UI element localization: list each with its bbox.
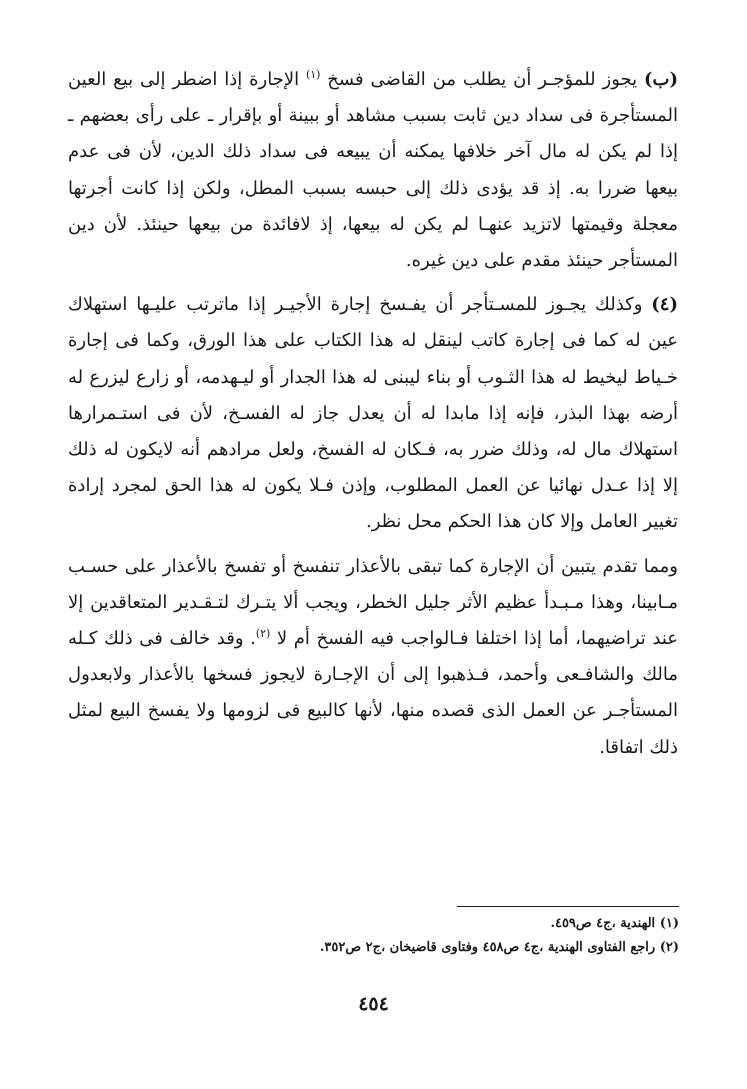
paragraph-marker: (٤) bbox=[651, 294, 678, 316]
footnote-item: (١) الهندية ،ج٤ ص٤٥٩. bbox=[550, 916, 679, 931]
footnotes bbox=[79, 912, 679, 960]
paragraph-text: يجوز للمؤجـر أن يطلب من القاضى فسخ bbox=[320, 69, 644, 90]
paragraph-marker: (ب) bbox=[644, 69, 678, 90]
paragraph-rent-termination-lessor bbox=[68, 62, 678, 279]
footnote-reference: (٢) bbox=[255, 627, 271, 641]
paragraph-rent-termination-lessee bbox=[68, 287, 678, 540]
paragraph-text: ومما تقدم يتبين أن الإجارة كما تبقى بالأعذار تنفسخ أو تفسخ بالأعذار على حسـب مـابينا، وهذا مـبـدأ عظيم الأثر جليل الخطر، ويجب ألا يتـرك لتـقـدير المتعاقدين إلا عند تراضيهما، أما إذا اختلفا فـالواجب فيه الفسخ أم لا bbox=[68, 555, 678, 650]
paragraph-conclusion bbox=[68, 549, 678, 766]
footnote-item: (٢) راجع الفتاوى الهندية ،ج٤ ص٤٥٨ وفتاوى قاضيخان ،ج٢ ص٣٥٢. bbox=[319, 940, 679, 955]
paragraph-text: وكذلك يجـوز للمسـتأجر أن يفـسخ إجارة الأجيـر إذا ماترتب عليـها استهلاك عين له كما فى إجارة كاتب لينقل له هذا الكتاب على هذا الورق، وكما فى إجارة خـياط ليخيط له هذا الثـوب أو بناء ليبنى له هذا الجدار أو ليـهدمه، أو زارع ليزرع له أرضه بهذا البذر، فإنه إذا مابدا له أن يعدل جاز له الفسـخ، لأن فى استـمرارها استهلاك مال له، وذلك ضرر به، فـكان له الفسخ، ولعل مرادهم أنه لايكون له ذلك إلا إذا عـدل نهائيا عن العمل المطلوب، وإذن فـلا يكون له هذا الحق لمجرد إرادة تغيير العامل وإلا كان هذا الحكم محل نظر. bbox=[68, 294, 678, 533]
footnote-reference: (١) bbox=[305, 68, 321, 81]
page-number: ٤٥٤ bbox=[358, 993, 389, 1015]
footnote-divider bbox=[457, 906, 679, 907]
paragraph-text: الإجارة إذا اضطر إلى بيع العين المستأجرة فى سداد دين ثابت بسبب مشاهد أو ببينة أو بإقرار ـ على رأى بعضهم ـ إذا لم يكن له مال آخر خلافها يمكنه أن يبيعه فى سداد ذلك الدين، لأن فى عدم بيعها ضررا به. إذ قد يؤدى ذلك إلى حبسه بسبب المطل، ولكن إذا كانت أجرتها معجلة وقيمتها لاتزيد عنهـا لم يكن له بيعها، إذ لافائدة من بيعها حينئذ. لأن دين المستأجر حينئذ مقدم على دين غيره. bbox=[68, 69, 678, 272]
paragraph-text: . وقد خالف فى ذلك كـله مالك والشافـعى وأحمد، فـذهبوا إلى أن الإجـارة لايجوز فسخها بالأعذار ولابعدول المستأجـر عن العمل الذى قصده منها، لأنها كالبيع فى لزومها ولا يفسخ البيع لمثل ذلك اتفاقا. bbox=[68, 628, 678, 758]
body-text bbox=[68, 62, 678, 774]
